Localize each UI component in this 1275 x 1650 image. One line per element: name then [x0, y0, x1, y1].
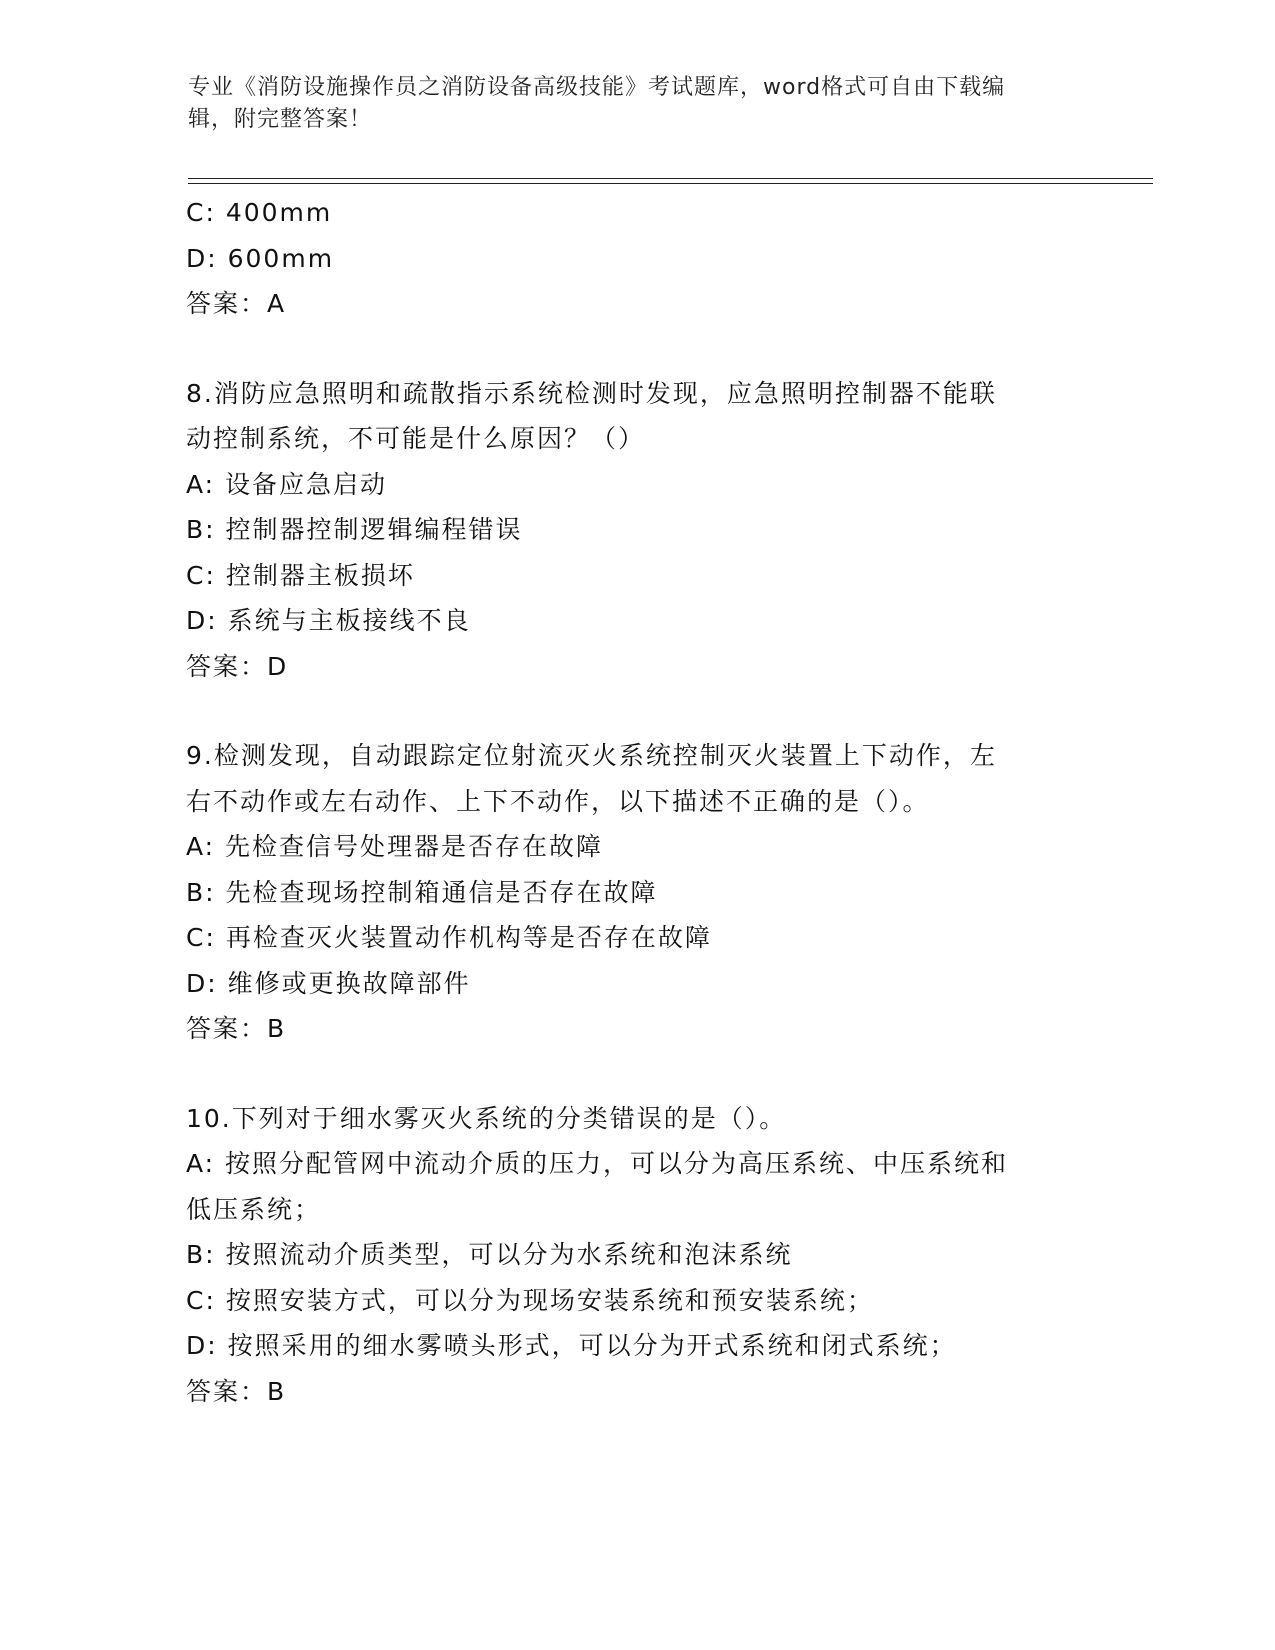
question-stem: 9.检测发现，自动跟踪定位射流灭火系统控制灭火装置上下动作，左 — [186, 741, 997, 770]
option-a: A: 先检查信号处理器是否存在故障 — [186, 832, 604, 861]
question-stem: 右不动作或左右动作、上下不动作，以下描述不正确的是（）。 — [186, 786, 930, 816]
answer-line: 答案：A — [186, 289, 287, 318]
option-a: A: 按照分配管网中流动介质的压力，可以分为高压系统、中压系统和 — [186, 1149, 1009, 1178]
answer-line: 答案：B — [186, 1014, 287, 1043]
previous-question — [186, 190, 1086, 327]
option-d: D: 维修或更换故障部件 — [186, 968, 471, 998]
option-d: D: 按照采用的细水雾喷头形式，可以分为开式系统和闭式系统； — [186, 1331, 957, 1360]
header-divider-top — [188, 178, 1153, 179]
question-8 — [186, 371, 1086, 690]
option-a: A: 设备应急启动 — [186, 469, 388, 499]
option-d: D: 系统与主板接线不良 — [186, 606, 471, 635]
answer-line: 答案：B — [186, 1376, 287, 1406]
header-line-1: 专业《消防设施操作员之消防设备高级技能》考试题库，word格式可自由下载编 — [188, 75, 1006, 100]
option-b: B: 按照流动介质类型，可以分为水系统和泡沫系统 — [186, 1240, 793, 1269]
answer-line: 答案：D — [186, 651, 289, 681]
document-header — [188, 72, 1078, 136]
option-b: B: 控制器控制逻辑编程错误 — [186, 515, 523, 544]
question-stem: 动控制系统，不可能是什么原因？（） — [186, 424, 646, 453]
question-content — [186, 190, 1086, 1414]
option-b: B: 先检查现场控制箱通信是否存在故障 — [186, 877, 658, 907]
option-c: C: 再检查灭火装置动作机构等是否存在故障 — [186, 923, 712, 952]
option-c: C: 按照安装方式，可以分为现场安装系统和预安装系统； — [186, 1285, 874, 1315]
header-line-2: 辑，附完整答案！ — [188, 107, 373, 132]
option-d: D: 600mm — [186, 243, 335, 273]
question-stem: 8.消防应急照明和疏散指示系统检测时发现，应急照明控制器不能联 — [186, 378, 997, 408]
question-stem: 10.下列对于细水雾灭火系统的分类错误的是（）。 — [186, 1103, 787, 1133]
question-9 — [186, 733, 1086, 1052]
option-a-continued: 低压系统； — [186, 1194, 322, 1224]
option-c: C: 400mm — [186, 198, 333, 227]
option-c: C: 控制器主板损坏 — [186, 560, 415, 590]
header-divider-bottom — [188, 183, 1153, 184]
question-10 — [186, 1096, 1086, 1415]
